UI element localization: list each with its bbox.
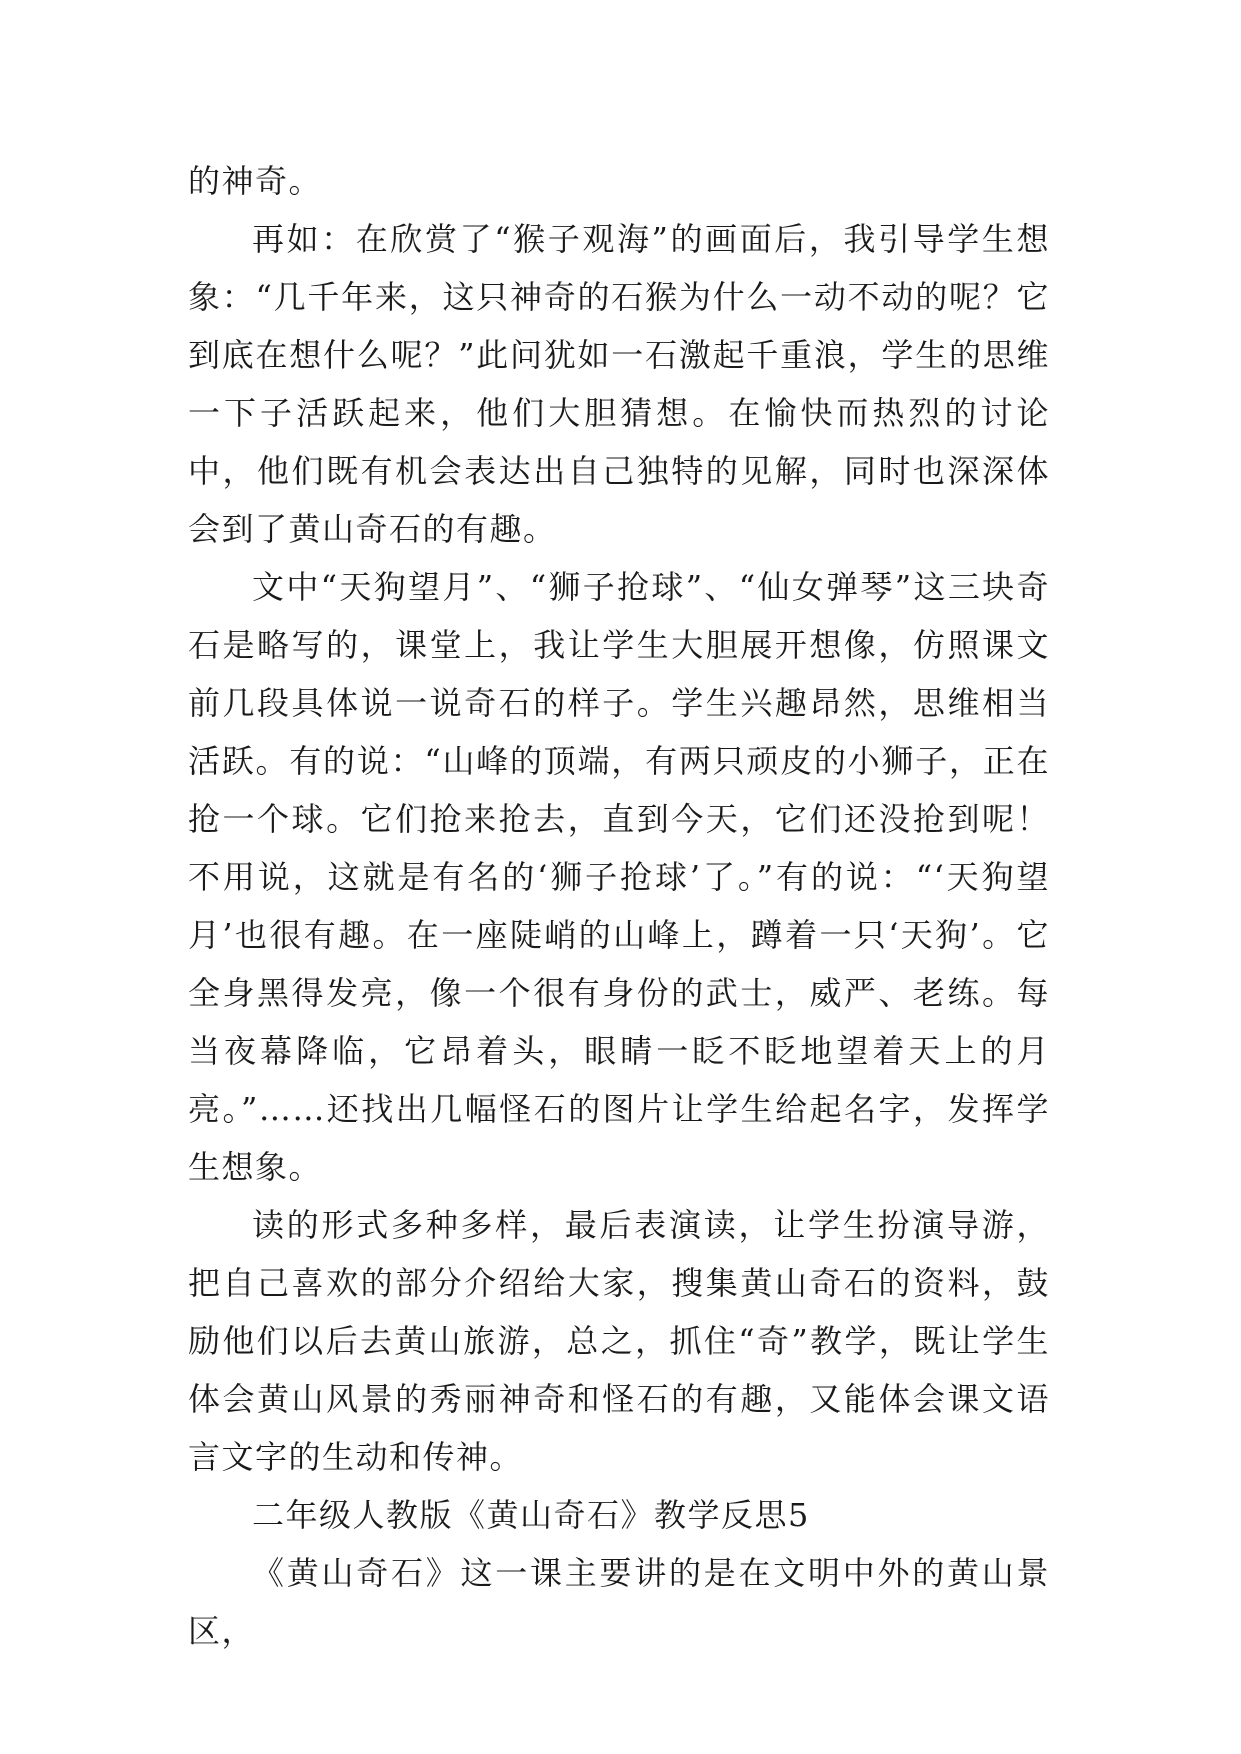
paragraph-continuation: 的神奇。 (188, 162, 323, 200)
paragraph-monkey-sea: 再如：在欣赏了“猴子观海”的画面后，我引导学生想象：“几千年来，这只神奇的石猴为什么一动不动的呢？它到底在想什么呢？”此问犹如一石激起千重浪，学生的思维一下子活跃起来，他们大胆猜想。在愉快而热烈的讨论中，他们既有机会表达出自己独特的见解，同时也深深体会到了黄山奇石的有趣。 (188, 220, 1050, 548)
paragraph-intro: 《黄山奇石》这一课主要讲的是在文明中外的黄山景区， (188, 1554, 1050, 1650)
paragraph-reading-forms: 读的形式多种多样，最后表演读，让学生扮演导游，把自己喜欢的部分介绍给大家，搜集黄山奇石的资料，鼓励他们以后去黄山旅游，总之，抓住“奇”教学，既让学生体会黄山风景的秀丽神奇和怪石的有趣，又能体会课文语言文字的生动和传神。 (188, 1206, 1050, 1476)
paragraph-three-stones: 文中“天狗望月”、“狮子抢球”、“仙女弹琴”这三块奇石是略写的，课堂上，我让学生大胆展开想像，仿照课文前几段具体说一说奇石的样子。学生兴趣昂然，思维相当活跃。有的说：“山峰的顶端，有两只顽皮的小狮子，正在抢一个球。它们抢来抢去，直到今天，它们还没抢到呢！不用说，这就是有名的‘狮子抢球’了。”有的说：“‘天狗望月’也很有趣。在一座陡峭的山峰上，蹲着一只‘天狗’。它全身黑得发亮，像一个很有身份的武士，威严、老练。每当夜幕降临，它昂着头，眼睛一眨不眨地望着天上的月亮。”……还找出几幅怪石的图片让学生给起名字，发挥学生想象。 (188, 568, 1050, 1186)
document-body (188, 152, 1050, 1660)
section-heading: 二年级人教版《黄山奇石》教学反思5 (252, 1496, 810, 1534)
